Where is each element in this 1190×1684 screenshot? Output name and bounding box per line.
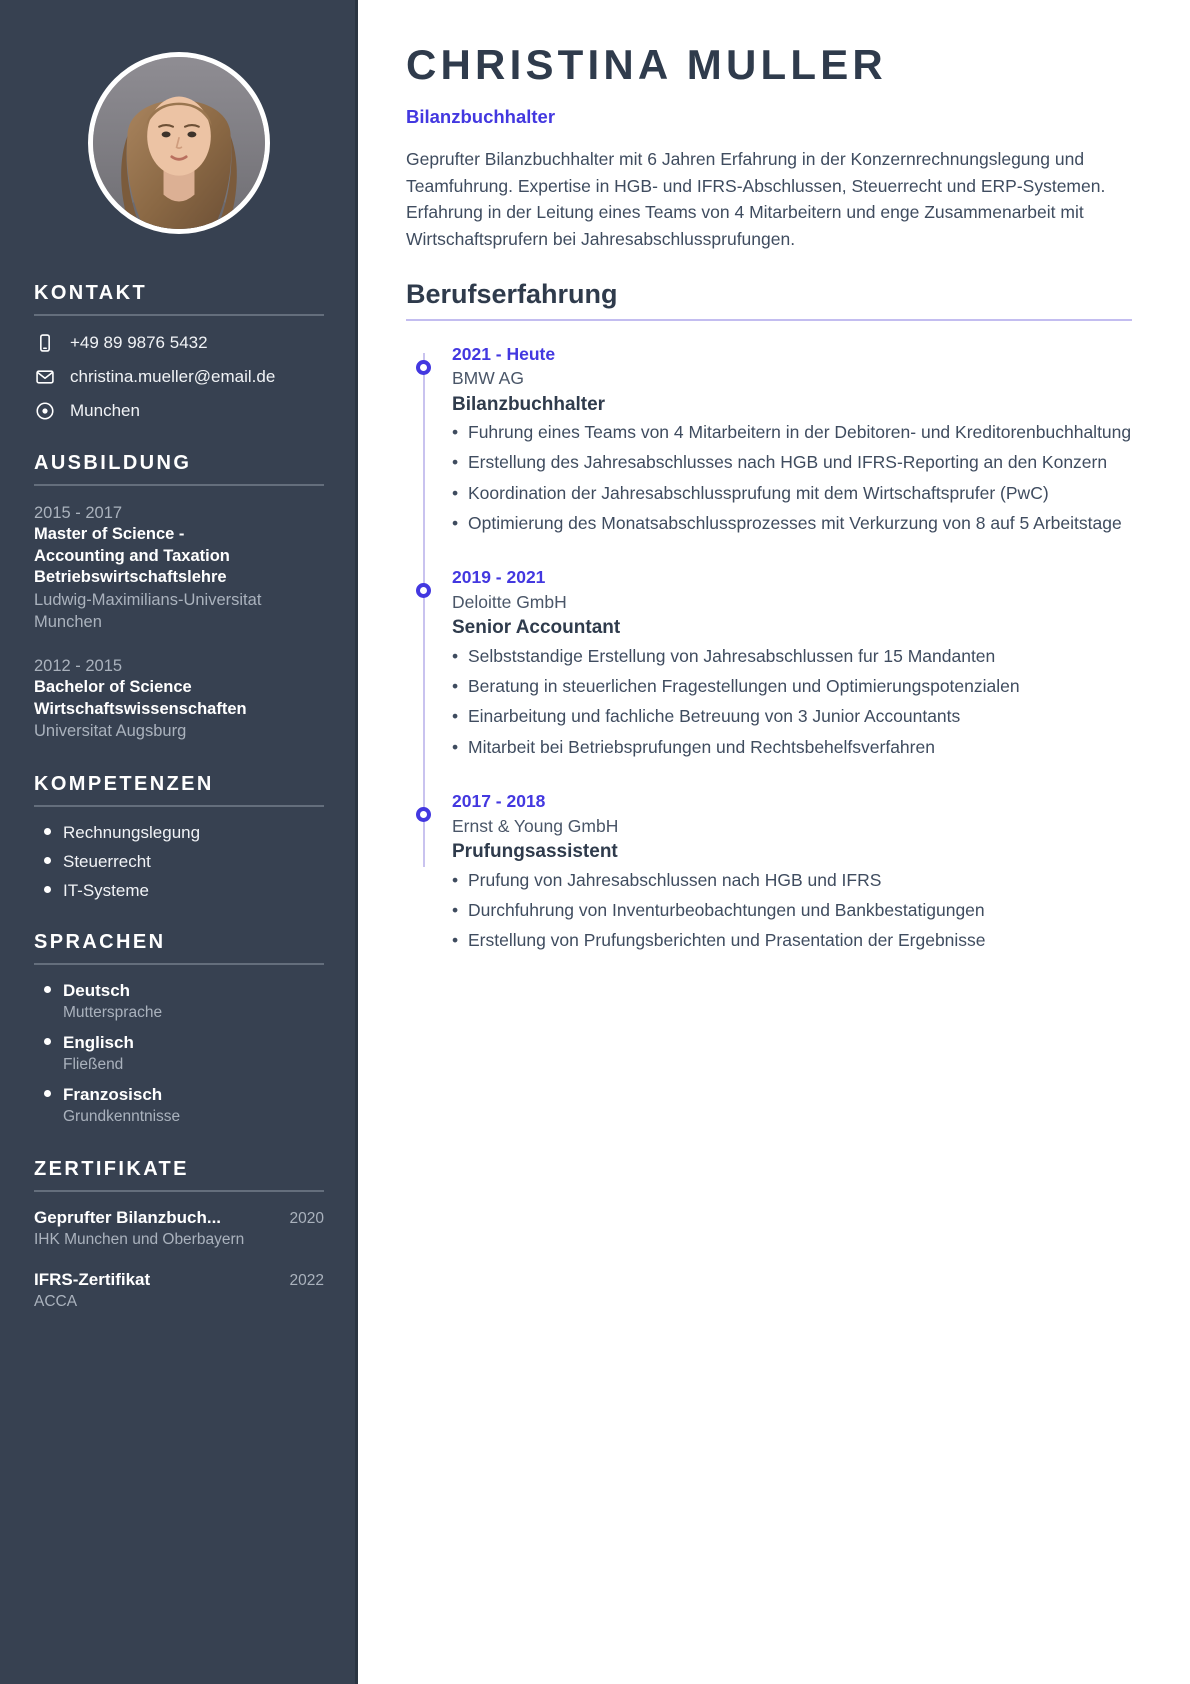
experience-bullet: • Koordination der Jahresabschlussprufung mit dem Wirtschaftsprufer (PwC) [452,480,1132,506]
certificate-item [34,1208,324,1251]
skills-heading: KOMPETENZEN [34,772,214,795]
contact-email-value: christina.mueller@email.de [70,367,276,386]
skill-item [34,881,324,901]
education-degree: Master of Science - [34,525,185,544]
experience-company: BMW AG [452,368,524,389]
language-name: Franzosisch [63,1085,163,1105]
bullet-dot-icon [44,1038,51,1045]
experience-item [452,790,1132,953]
avatar-container [34,52,324,234]
profile-photo-icon [93,57,265,229]
timeline-marker-icon [416,807,431,822]
experience-bullet: • Fuhrung eines Teams von 4 Mitarbeitern in der Debitoren- und Kreditorenbuchhaltung [452,419,1132,445]
bullet-dot-icon [44,986,51,993]
education-section [34,452,324,743]
contact-heading: KONTAKT [34,282,148,304]
experience-date: 2021 - Heute [452,343,556,364]
certificate-year: 2020 [289,1210,324,1228]
education-field: Wirtschaftswissenschaften [34,699,247,718]
experience-heading: Berufserfahrung [406,278,618,309]
experience-bullet: • Prufung von Jahresabschlussen nach HGB und IFRS [452,867,1132,893]
contact-section [34,282,324,422]
envelope-icon [34,366,56,388]
experience-bullet: • Mitarbeit bei Betriebsprufungen und Rechtsbehelfsverfahren [452,734,1132,760]
language-level: Muttersprache [63,1003,163,1021]
bullet-dot-icon [44,886,51,893]
main-content [358,0,1190,1684]
experience-title: Senior Accountant [452,617,621,639]
education-school: Universitat Augsburg [34,722,187,741]
bullet-dot-icon [44,857,51,864]
skills-section [34,773,324,901]
experience-bullets [452,419,1132,536]
experience-company: Deloitte GmbH [452,591,567,612]
timeline-marker-icon [416,360,431,375]
education-degree-cont: Accounting and Taxation [34,546,230,565]
experience-bullet: • Selbststandige Erstellung von Jahresabschlussen fur 15 Mandanten [452,643,1132,669]
language-item [34,1033,324,1076]
bullet-dot-icon [44,1090,51,1097]
languages-heading: SPRACHEN [34,930,166,953]
education-field: Betriebswirtschaftslehre [34,568,227,587]
experience-date: 2019 - 2021 [452,567,546,588]
education-date: 2012 - 2015 [34,657,123,676]
certificate-name: IFRS-Zertifikat [34,1269,151,1289]
location-pin-icon [34,400,56,422]
certificate-org: ACCA [34,1292,78,1310]
section-divider [406,319,1132,321]
timeline-line [423,353,425,868]
experience-title: Prufungsassistent [452,841,618,863]
certificate-year: 2022 [289,1271,324,1289]
experience-bullet: • Erstellung des Jahresabschlusses nach HGB und IFRS-Reporting an den Konzern [452,449,1132,475]
experience-bullets [452,867,1132,954]
skill-label: Rechnungslegung [63,822,201,842]
certificate-name: Geprufter Bilanzbuch... [34,1208,222,1228]
phone-icon [34,332,56,354]
bullet-dot-icon [44,828,51,835]
contact-phone-value: +49 89 9876 5432 [70,333,208,352]
sidebar [0,0,358,1684]
language-item [34,1085,324,1128]
experience-bullet: • Beratung in steuerlichen Fragestellungen und Optimierungspotenzialen [452,673,1132,699]
section-divider [34,963,324,965]
experience-bullet: • Durchfuhrung von Inventurbeobachtungen und Bankbestatigungen [452,897,1132,923]
experience-bullet: • Einarbeitung und fachliche Betreuung von 3 Junior Accountants [452,703,1132,729]
contact-phone[interactable] [34,332,324,354]
education-item [34,655,324,742]
education-item [34,502,324,633]
skill-item [34,852,324,872]
experience-item [452,343,1132,537]
language-name: Englisch [63,1032,134,1052]
page-title: CHRISTINA MULLER [406,41,887,88]
avatar [88,52,270,234]
section-divider [34,805,324,807]
education-heading: AUSBILDUNG [34,452,192,474]
skill-label: Steuerrecht [63,851,151,871]
job-role-subtitle: Bilanzbuchhalter [406,106,556,128]
contact-location[interactable] [34,400,324,422]
certificates-heading: ZERTIFIKATE [34,1158,189,1181]
experience-date: 2017 - 2018 [452,790,546,811]
experience-bullet: • Erstellung von Prufungsberichten und Prasentation der Ergebnisse [452,927,1132,953]
education-school: Ludwig-Maximilians-Universitat Munchen [34,590,262,631]
section-divider [34,484,324,486]
education-date: 2015 - 2017 [34,504,123,522]
skill-label: IT-Systeme [63,880,149,900]
experience-bullets [452,643,1132,760]
language-level: Grundkenntnisse [63,1108,181,1126]
contact-email[interactable] [34,366,324,388]
section-divider [34,314,324,316]
language-name: Deutsch [63,980,131,1000]
certificates-section [34,1158,324,1313]
education-degree: Bachelor of Science [34,678,192,697]
experience-timeline [406,343,1132,954]
timeline-marker-icon [416,583,431,598]
profile-summary: Geprufter Bilanzbuchhalter mit 6 Jahren Erfahrung in der Konzernrechnungslegung und Teamfuhrung. Expertise in HGB- und IFRS-Abschlussen, Steuerrecht und ERP-Systemen. Erfahrung in der Leitung eines Teams von 4 Mitarbeitern und enge Zusammenarbeit mit Wirtschaftsprufern bei Jahresabschlussprufungen. [406,149,1106,249]
experience-company: Ernst & Young GmbH [452,815,619,836]
section-divider [34,1190,324,1192]
certificate-item [34,1270,324,1313]
languages-section [34,931,324,1129]
contact-location-value: Munchen [70,401,140,420]
language-level: Fließend [63,1055,124,1073]
language-item [34,981,324,1024]
certificate-org: IHK Munchen und Oberbayern [34,1231,245,1249]
skill-item [34,823,324,843]
experience-item [452,566,1132,760]
experience-bullet: • Optimierung des Monatsabschlussprozesses mit Verkurzung von 8 auf 5 Arbeitstage [452,510,1132,536]
experience-title: Bilanzbuchhalter [452,393,606,415]
